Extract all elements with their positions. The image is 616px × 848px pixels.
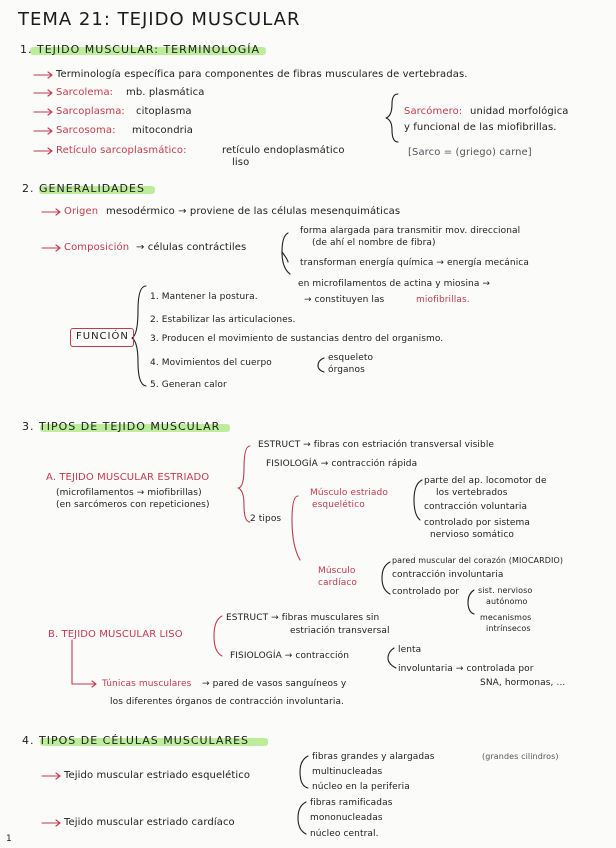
estriado-fisiologia: FISIOLOGÍA → contracción rápida: [266, 459, 418, 469]
celula-cardiaca-title: Tejido muscular estriado cardíaco: [64, 817, 235, 828]
tejido-estriado-title: A. TEJIDO MUSCULAR ESTRIADO: [46, 472, 210, 483]
funcion-3: 3. Producen el movimiento de sustancias dentro del organismo.: [150, 334, 444, 344]
section-heading-generalidades: 2. GENERALIDADES: [22, 182, 145, 195]
composicion-term: Composición: [64, 242, 130, 253]
musculo-esqueletico-2: esquelético: [312, 500, 365, 510]
musculo-esqueletico-1: Músculo estriado: [310, 488, 388, 498]
estriado-note-1: (microfilamentos → miofibrillas): [56, 488, 202, 498]
tejido-liso-title: B. TEJIDO MUSCULAR LISO: [48, 629, 183, 640]
forma-alargada-2: (de ahí el nombre de fibra): [312, 238, 436, 248]
liso-involuntaria: involuntaria → controlada por: [398, 664, 534, 674]
cardiaca-a: fibras ramificadas: [310, 798, 393, 808]
composicion-def: → células contráctiles: [136, 242, 247, 253]
musculo-cardiaco-2: cardíaco: [318, 578, 357, 588]
transforman-energia: transforman energía química → energía mecánica: [300, 258, 529, 268]
sarcomero-term: Sarcómero:: [404, 106, 463, 117]
sarco-etimologia: [Sarco = (griego) carne]: [408, 147, 532, 158]
esqueletico-b: contracción voluntaria: [424, 502, 528, 512]
liso-estruct-1: ESTRUCT → fibras musculares sin: [226, 613, 380, 623]
microfilamentos-text: en microfilamentos de actina y miosina →: [298, 279, 491, 289]
esqueletico-a-1: parte del ap. locomotor de: [424, 476, 547, 486]
section-heading-terminologia: 1. TEJIDO MUSCULAR: TERMINOLOGÍA: [20, 43, 261, 56]
funcion-4: 4. Movimientos del cuerpo: [150, 358, 272, 368]
liso-fisiologia: FISIOLOGÍA → contracción: [230, 651, 350, 661]
sarcosoma-def: mitocondria: [132, 125, 193, 136]
terminologia-text: Terminología específica para componentes de fibras musculares de vertebradas.: [56, 69, 468, 80]
origen-def: mesodérmico → proviene de las células mesenquimáticas: [106, 206, 401, 217]
forma-alargada: forma alargada para transmitir mov. direccional: [300, 226, 521, 236]
sarcoplasma-def: citoplasma: [136, 106, 192, 117]
section-heading-tipos-celulas: 4. TIPOS DE CÉLULAS MUSCULARES: [22, 734, 250, 747]
musculo-cardiaco-1: Músculo: [318, 566, 356, 576]
tunicas-def: → pared de vasos sanguíneos y: [202, 679, 347, 689]
reticulo-def-2: liso: [232, 157, 250, 168]
sarcomero-def: unidad morfológica: [470, 106, 569, 117]
sarcomero-def-2: y funcional de las miofibrillas.: [404, 122, 557, 133]
page-title: TEMA 21: TEJIDO MUSCULAR: [18, 9, 301, 30]
cardiaco-c: controlado por: [392, 587, 460, 597]
funcion-label: FUNCIÓN: [76, 331, 129, 342]
esqueletica-a-note: (grandes cilindros): [482, 752, 559, 761]
funcion-4-organos: órganos: [328, 365, 365, 375]
tunicas-term: Túnicas musculares: [102, 679, 192, 689]
liso-estruct-2: estriación transversal: [290, 626, 390, 636]
liso-sna: SNA, hormonas, ...: [480, 678, 566, 688]
esqueletico-c-2: nervioso somático: [430, 530, 514, 540]
sarcosoma-term: Sarcosoma:: [56, 125, 116, 136]
origen-term: Origen: [64, 206, 99, 217]
reticulo-def: retículo endoplasmático: [222, 145, 345, 156]
esqueletica-c: núcleo en la periferia: [312, 782, 410, 792]
cardiaco-c-2: autónomo: [486, 597, 528, 606]
cardiaca-b: mononucleadas: [310, 813, 383, 823]
cardiaco-b: contracción involuntaria: [392, 570, 504, 580]
cardiaco-a: pared muscular del corazón (MIOCARDIO): [392, 556, 564, 565]
funcion-1: 1. Mantener la postura.: [150, 292, 258, 302]
esqueletico-c-1: controlado por sistema: [424, 518, 530, 528]
funcion-2: 2. Estabilizar las articulaciones.: [150, 315, 296, 325]
tunicas-def-2: los diferentes órganos de contracción involuntaria.: [110, 697, 345, 707]
funcion-5: 5. Generan calor: [150, 380, 227, 390]
funcion-4-esqueleto: esqueleto: [328, 353, 374, 363]
dos-tipos: 2 tipos: [250, 514, 282, 524]
page-number: 1: [6, 834, 12, 844]
esqueletica-a: fibras grandes y alargadas: [312, 752, 435, 762]
sarcoplasma-term: Sarcoplasma:: [56, 106, 125, 117]
celula-esqueletica-title: Tejido muscular estriado esquelético: [64, 770, 251, 781]
section-heading-tipos-tejido: 3. TIPOS DE TEJIDO MUSCULAR: [22, 420, 221, 433]
esqueletica-b: multinucleadas: [312, 767, 383, 777]
sarcolema-def: mb. plasmática: [126, 87, 205, 98]
cardiaco-c-1: sist. nervioso: [478, 586, 533, 595]
constituyen-text: → constituyen las: [304, 295, 385, 305]
cardiaco-c-4: intrínsecos: [486, 624, 531, 633]
liso-lenta: lenta: [398, 645, 422, 655]
esqueletico-a-2: los vertebrados: [436, 488, 508, 498]
reticulo-term: Retículo sarcoplasmático:: [56, 145, 187, 156]
estriado-estruct: ESTRUCT → fibras con estriación transversal visible: [258, 440, 495, 450]
sarcolema-term: Sarcolema:: [56, 87, 114, 98]
cardiaco-c-3: mecanismos: [480, 613, 532, 622]
cardiaca-c: núcleo central.: [310, 829, 379, 839]
estriado-note-2: (en sarcómeros con repeticiones): [56, 500, 210, 510]
miofibrillas-term: miofibrillas.: [416, 295, 470, 305]
